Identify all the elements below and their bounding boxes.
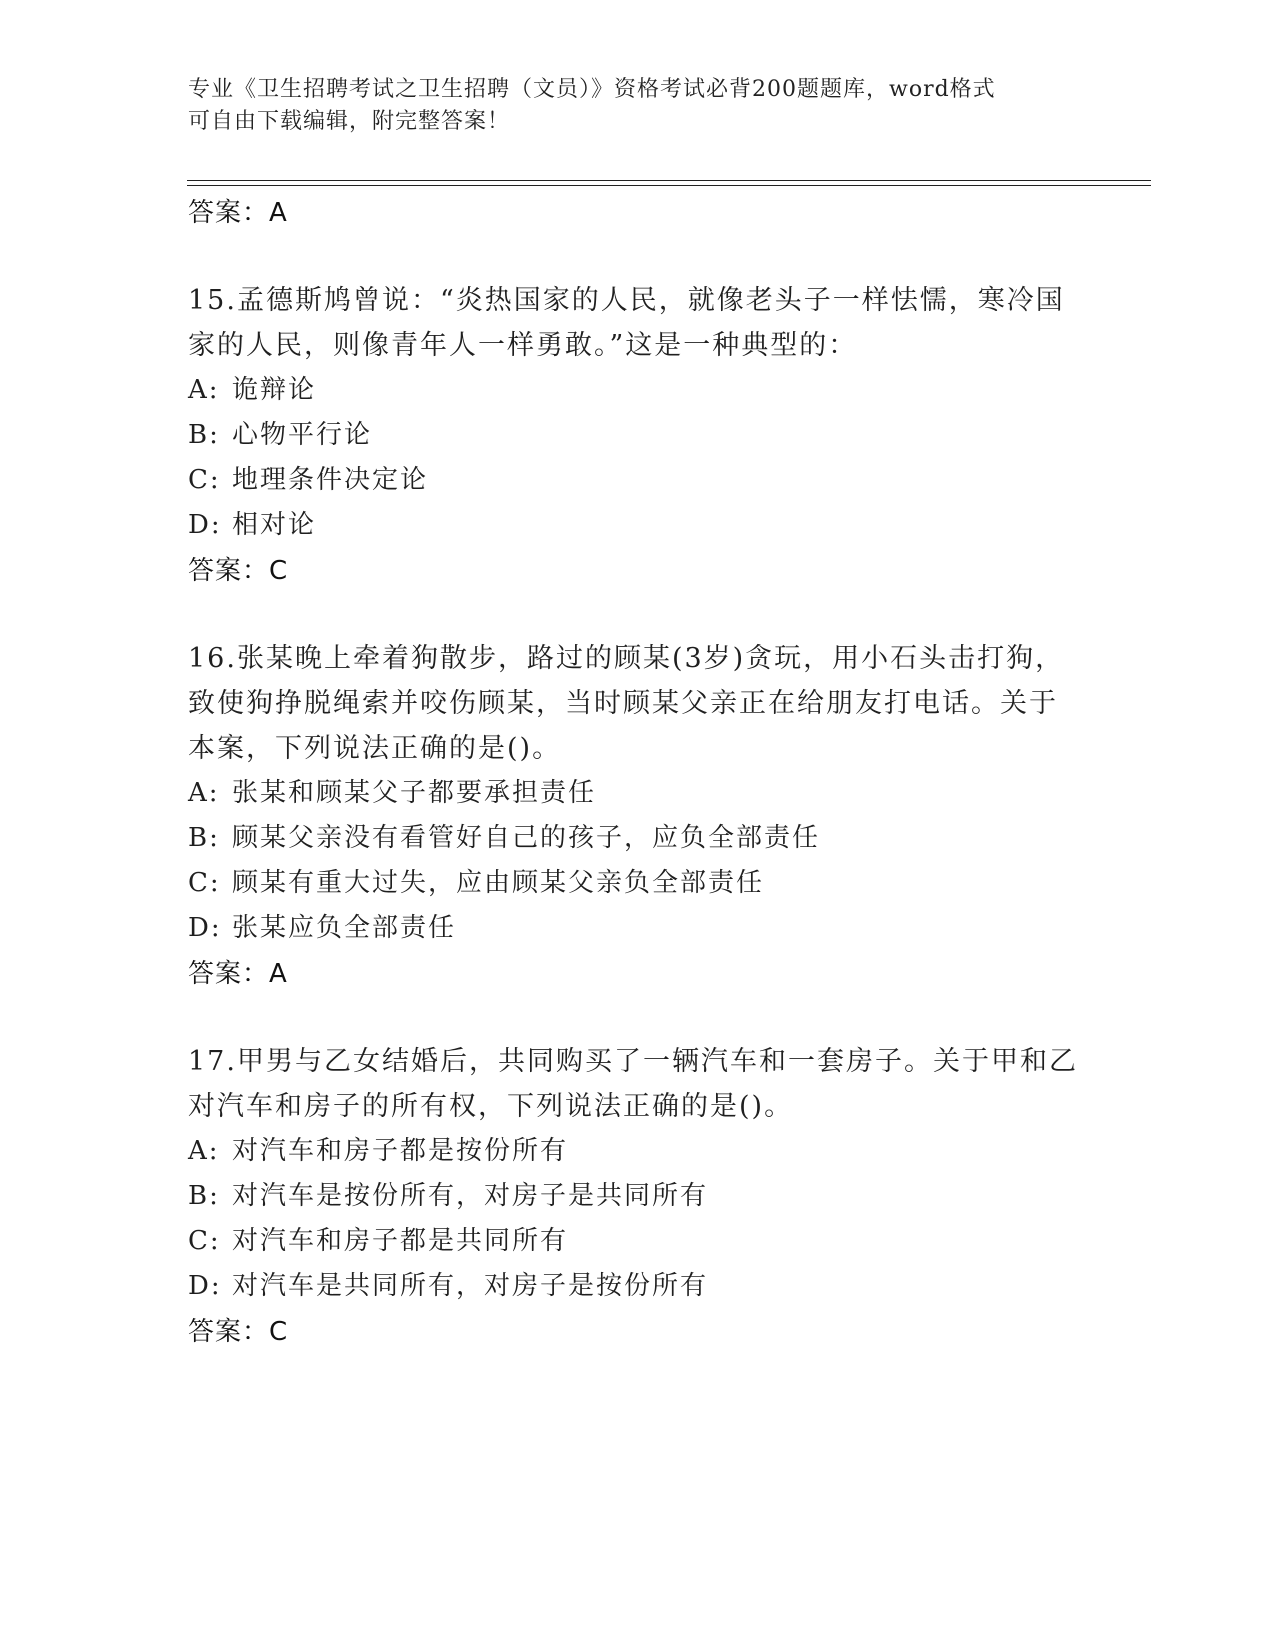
option-b bbox=[188, 1174, 1088, 1219]
option-text: 地理条件决定论 bbox=[232, 465, 429, 495]
option-key: C: bbox=[188, 465, 221, 495]
option-key: D: bbox=[188, 1271, 222, 1301]
header-divider-top bbox=[187, 180, 1151, 181]
document-header bbox=[188, 74, 1068, 138]
option-c bbox=[188, 861, 1088, 906]
stem-line: 17.甲男与乙女结婚后，共同购买了一辆汽车和一套房子。关于甲和乙 bbox=[188, 1046, 1078, 1077]
option-b bbox=[188, 413, 1088, 458]
stem-line: 对汽车和房子的所有权，下列说法正确的是()。 bbox=[188, 1091, 794, 1122]
previous-answer: 答案：A bbox=[188, 198, 288, 228]
question-17 bbox=[188, 1039, 1088, 1355]
header-line-2: 可自由下载编辑，附完整答案！ bbox=[188, 109, 511, 134]
option-d bbox=[188, 1264, 1088, 1309]
option-key: D: bbox=[188, 913, 222, 943]
question-answer: 答案：C bbox=[188, 556, 289, 586]
option-key: C: bbox=[188, 1226, 221, 1256]
option-text: 顾某有重大过失，应由顾某父亲负全部责任 bbox=[232, 868, 765, 898]
option-a bbox=[188, 771, 1088, 816]
option-c bbox=[188, 458, 1088, 503]
option-key: B: bbox=[188, 1181, 220, 1211]
option-c bbox=[188, 1219, 1088, 1264]
question-stem bbox=[188, 278, 1088, 368]
option-d bbox=[188, 906, 1088, 951]
question-answer: 答案：C bbox=[188, 1317, 289, 1347]
option-key: A: bbox=[188, 778, 220, 808]
stem-line: 致使狗挣脱绳索并咬伤顾某，当时顾某父亲正在给朋友打电话。关于 bbox=[188, 688, 1058, 719]
header-line-1: 专业《卫生招聘考试之卫生招聘（文员）》资格考试必背200题题库，word格式 bbox=[188, 77, 996, 102]
option-key: A: bbox=[188, 1136, 220, 1166]
stem-line: 家的人民，则像青年人一样勇敢。”这是一种典型的： bbox=[188, 330, 858, 361]
question-stem bbox=[188, 636, 1088, 771]
header-divider-bottom bbox=[187, 185, 1151, 186]
option-key: B: bbox=[188, 823, 220, 853]
question-answer: 答案：A bbox=[188, 959, 288, 989]
stem-line: 本案，下列说法正确的是()。 bbox=[188, 733, 562, 764]
option-a bbox=[188, 368, 1088, 413]
option-a bbox=[188, 1129, 1088, 1174]
stem-line: 15.孟德斯鸠曾说：“炎热国家的人民，就像老头子一样怯懦，寒冷国 bbox=[188, 285, 1065, 316]
question-stem bbox=[188, 1039, 1088, 1129]
option-text: 顾某父亲没有看管好自己的孩子，应负全部责任 bbox=[232, 823, 821, 853]
option-d bbox=[188, 503, 1088, 548]
option-text: 对汽车是按份所有，对房子是共同所有 bbox=[232, 1181, 709, 1211]
question-list bbox=[188, 190, 1088, 1355]
option-key: C: bbox=[188, 868, 221, 898]
question-15 bbox=[188, 278, 1088, 594]
option-b bbox=[188, 816, 1088, 861]
stem-line: 16.张某晚上牵着狗散步，路过的顾某(3岁)贪玩，用小石头击打狗， bbox=[188, 643, 1065, 674]
option-key: B: bbox=[188, 420, 220, 450]
option-text: 心物平行论 bbox=[232, 420, 373, 450]
option-text: 诡辩论 bbox=[232, 375, 317, 405]
option-text: 对汽车是共同所有，对房子是按份所有 bbox=[232, 1271, 709, 1301]
option-text: 相对论 bbox=[232, 510, 317, 540]
option-key: D: bbox=[188, 510, 222, 540]
option-text: 张某应负全部责任 bbox=[232, 913, 457, 943]
question-16 bbox=[188, 636, 1088, 997]
option-text: 对汽车和房子都是共同所有 bbox=[232, 1226, 569, 1256]
option-text: 对汽车和房子都是按份所有 bbox=[232, 1136, 569, 1166]
option-key: A: bbox=[188, 375, 220, 405]
option-text: 张某和顾某父子都要承担责任 bbox=[232, 778, 597, 808]
